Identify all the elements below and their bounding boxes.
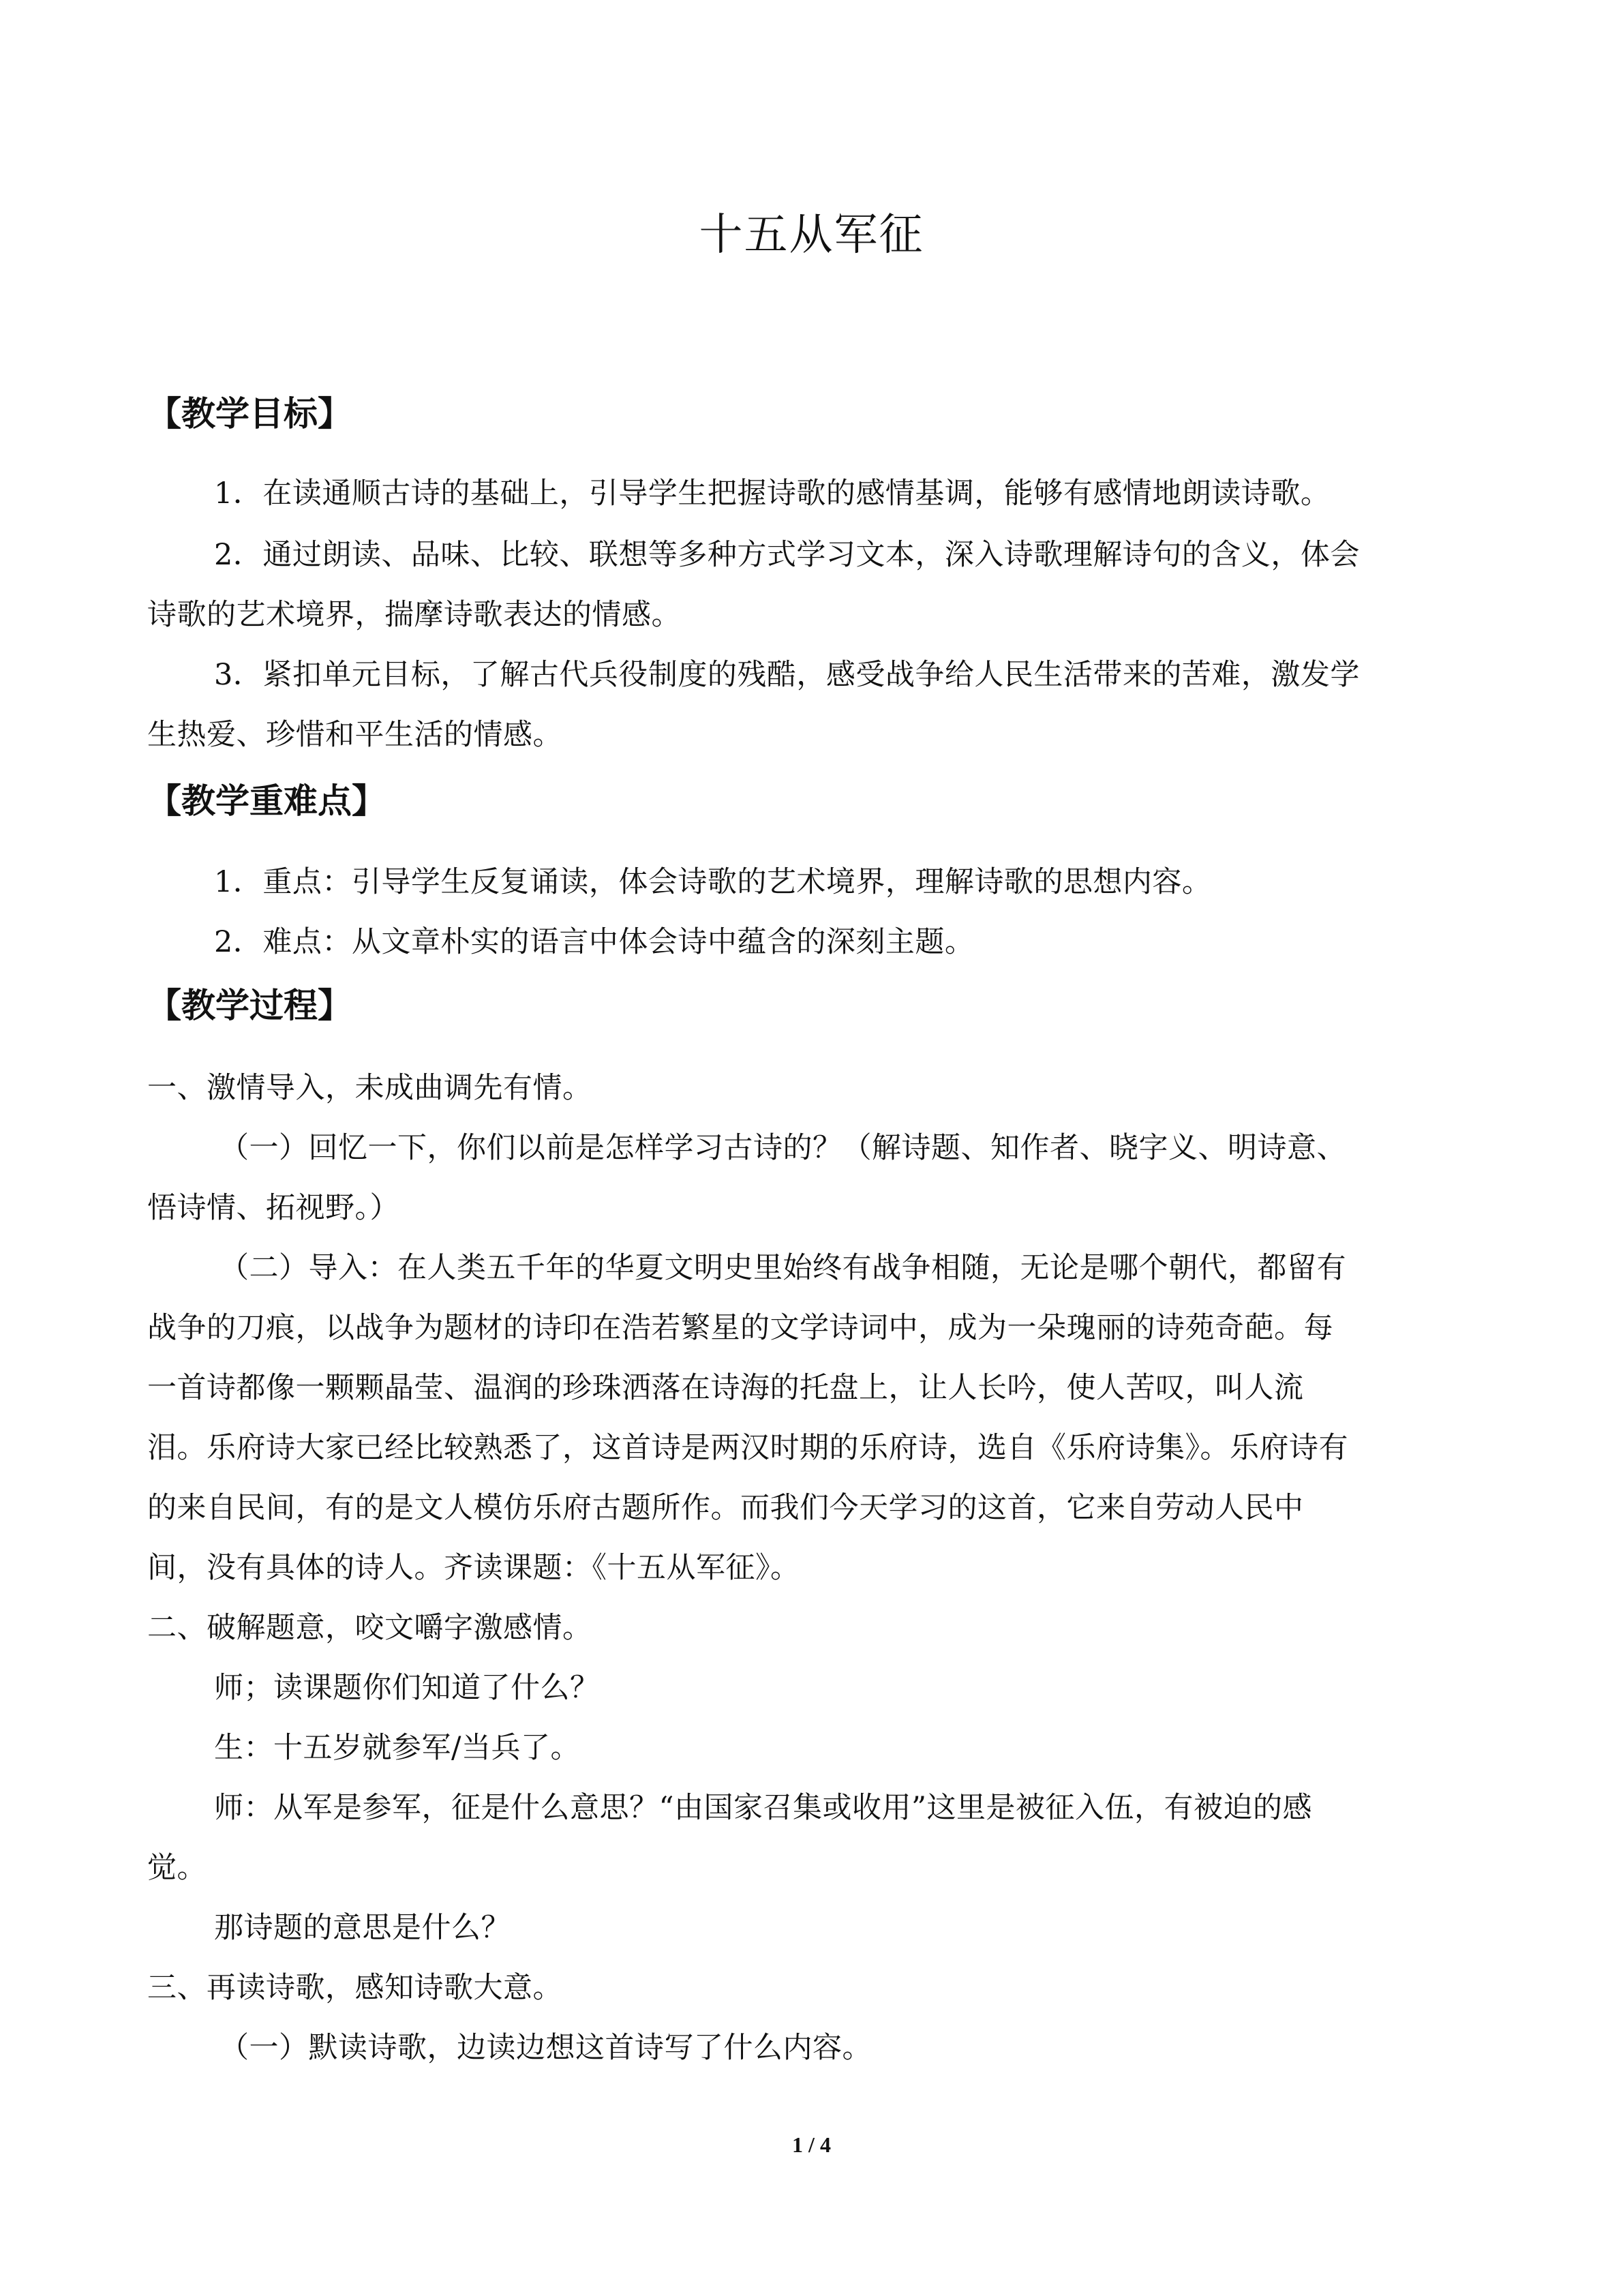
key-point-2: 2．难点：从文章朴实的语言中体会诗中蕴含的深刻主题。 [214,925,975,959]
page-number: 1 / 4 [792,2132,831,2157]
step-1-sub-2-line-2: 战争的刀痕，以战争为题材的诗印在浩若繁星的文学诗词中，成为一朵瑰丽的诗苑奇葩。每 [147,1311,1333,1345]
key-point-1: 1．重点：引导学生反复诵读，体会诗歌的艺术境界，理解诗歌的思想内容。 [214,865,1212,899]
step-1-sub-2-line-5: 的来自民间，有的是文人模仿乐府古题所作。而我们今天学习的这首，它来自劳动人民中 [147,1491,1304,1525]
step-1-sub-2-line-6: 间，没有具体的诗人。齐读课题：《十五从军征》。 [147,1551,800,1585]
goal-3-line-1: 3．紧扣单元目标，了解古代兵役制度的残酷，感受战争给人民生活带来的苦难，激发学 [214,658,1360,692]
goal-3-line-2: 生热爱、珍惜和平生活的情感。 [147,718,562,752]
step-1-sub-2-line-1: （二）导入：在人类五千年的华夏文明史里始终有战争相随，无论是哪个朝代，都留有 [219,1251,1346,1285]
goal-2-line-2: 诗歌的艺术境界，揣摩诗歌表达的情感。 [147,598,681,632]
step-2-dialogue-3-line-1: 师：从军是参军，征是什么意思？“由国家召集或收用”这里是被征入伍，有被迫的感 [214,1791,1312,1825]
document-title: 十五从军征 [699,210,924,260]
process-step-3: 三、再读诗歌，感知诗歌大意。 [147,1971,562,2005]
step-2-dialogue-2: 生：十五岁就参军/当兵了。 [214,1731,580,1765]
step-2-question: 那诗题的意思是什么？ [214,1911,511,1945]
goal-2-line-1: 2．通过朗读、品味、比较、联想等多种方式学习文本，深入诗歌理解诗句的含义，体会 [214,538,1360,572]
step-1-sub-2-line-3: 一首诗都像一颗颗晶莹、温润的珍珠洒落在诗海的托盘上，让人长吟，使人苦叹，叫人流 [147,1371,1304,1405]
process-step-1: 一、激情导入，未成曲调先有情。 [147,1071,592,1105]
step-1-sub-1-line-1: （一）回忆一下，你们以前是怎样学习古诗的？（解诗题、知作者、晓字义、明诗意、 [219,1131,1346,1165]
step-3-sub-1: （一）默读诗歌，边读边想这首诗写了什么内容。 [219,2031,872,2065]
step-1-sub-2-line-4: 泪。乐府诗大家已经比较熟悉了，这首诗是两汉时期的乐府诗，选自《乐府诗集》。乐府诗有 [147,1431,1348,1465]
heading-teaching-process: 【教学过程】 [147,986,352,1025]
step-1-sub-1-line-2: 悟诗情、拓视野。） [147,1191,399,1225]
step-2-dialogue-3-line-2: 觉。 [147,1851,207,1885]
process-step-2: 二、破解题意，咬文嚼字激感情。 [147,1611,592,1645]
heading-teaching-goals: 【教学目标】 [147,394,352,434]
step-2-dialogue-1: 师；读课题你们知道了什么？ [214,1671,600,1705]
heading-key-difficult-points: 【教学重难点】 [147,781,386,821]
goal-1: 1．在读通顺古诗的基础上，引导学生把握诗歌的感情基调，能够有感情地朗读诗歌。 [214,477,1331,511]
